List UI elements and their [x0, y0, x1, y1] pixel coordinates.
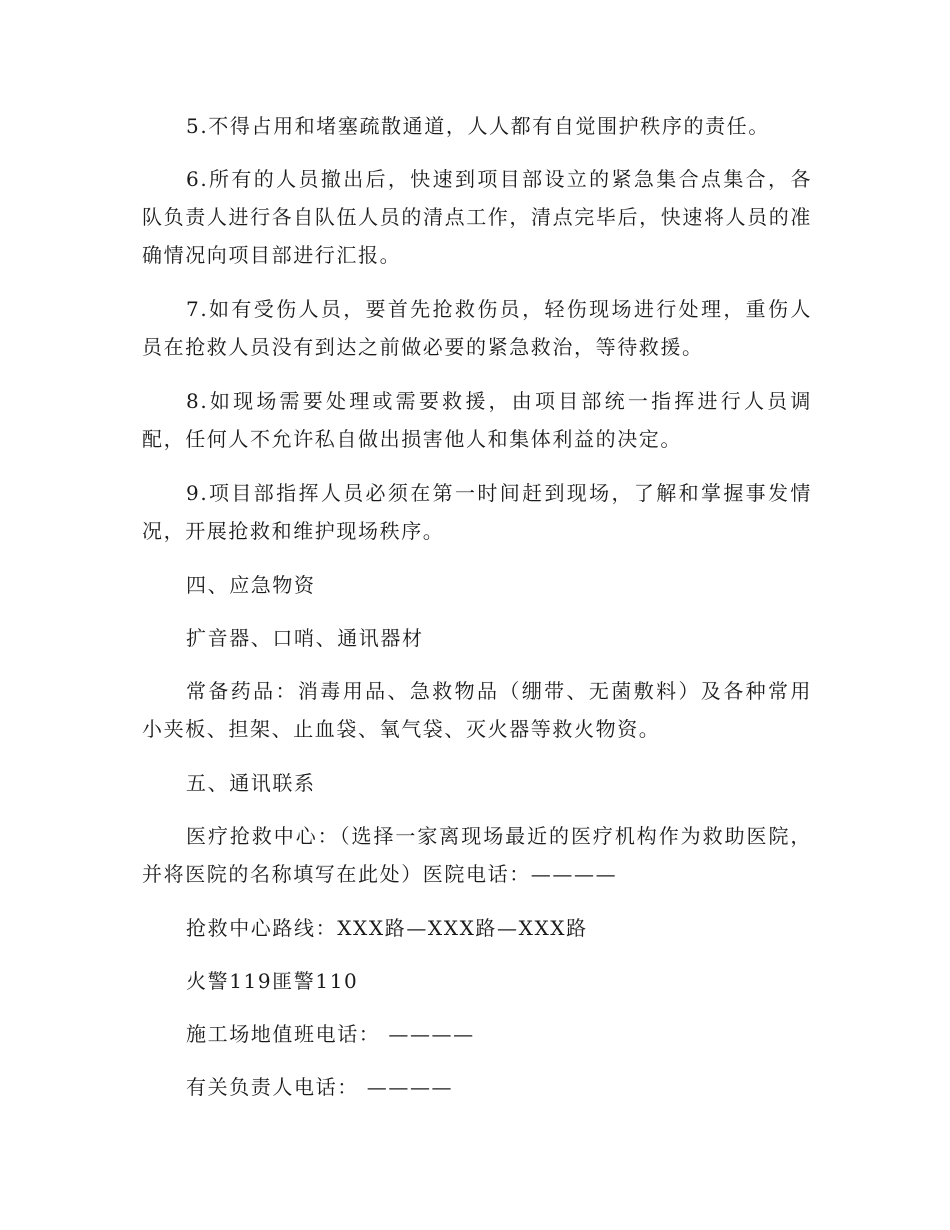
paragraph-item-9: 9.项目部指挥人员必须在第一时间赶到现场，了解和掌握事发情况，开展抢救和维护现场秩序。	[142, 481, 812, 543]
rescue-route-line: 抢救中心路线：XXX路—XXX路—XXX路	[186, 916, 588, 940]
document-body	[142, 107, 812, 1121]
supplies-equipment-line: 扩音器、口哨、通讯器材	[186, 626, 424, 650]
section-heading-communication: 五、通讯联系	[186, 771, 316, 795]
medical-center-paragraph: 医疗抢救中心：（选择一家离现场最近的医疗机构作为救助医院，并将医院的名称填写在此处）医院电话：————	[142, 824, 812, 886]
paragraph-item-8: 8.如现场需要处理或需要救援，由项目部统一指挥进行人员调配，任何人不允许私自做出损害他人和集体利益的决定。	[142, 389, 812, 451]
site-duty-phone-line: 施工场地值班电话： ————	[186, 1022, 475, 1046]
paragraph-item-7: 7.如有受伤人员，要首先抢救伤员，轻伤现场进行处理，重伤人员在抢救人员没有到达之前做必要的紧急救治，等待救援。	[142, 297, 812, 359]
section-heading-emergency-supplies: 四、应急物资	[186, 573, 316, 597]
emergency-numbers-line: 火警119匪警110	[186, 969, 359, 993]
paragraph-item-6: 6.所有的人员撤出后，快速到项目部设立的紧急集合点集合，各队负责人进行各自队伍人员的清点工作，清点完毕后，快速将人员的准确情况向项目部进行汇报。	[142, 167, 812, 267]
responsible-person-phone-line: 有关负责人电话： ————	[186, 1075, 454, 1099]
paragraph-item-5: 5.不得占用和堵塞疏散通道，人人都有自觉围护秩序的责任。	[186, 114, 770, 138]
supplies-medicine-paragraph: 常备药品：消毒用品、急救物品（绷带、无菌敷料）及各种常用小夹板、担架、止血袋、氧气袋、灭火器等救火物资。	[142, 679, 812, 741]
